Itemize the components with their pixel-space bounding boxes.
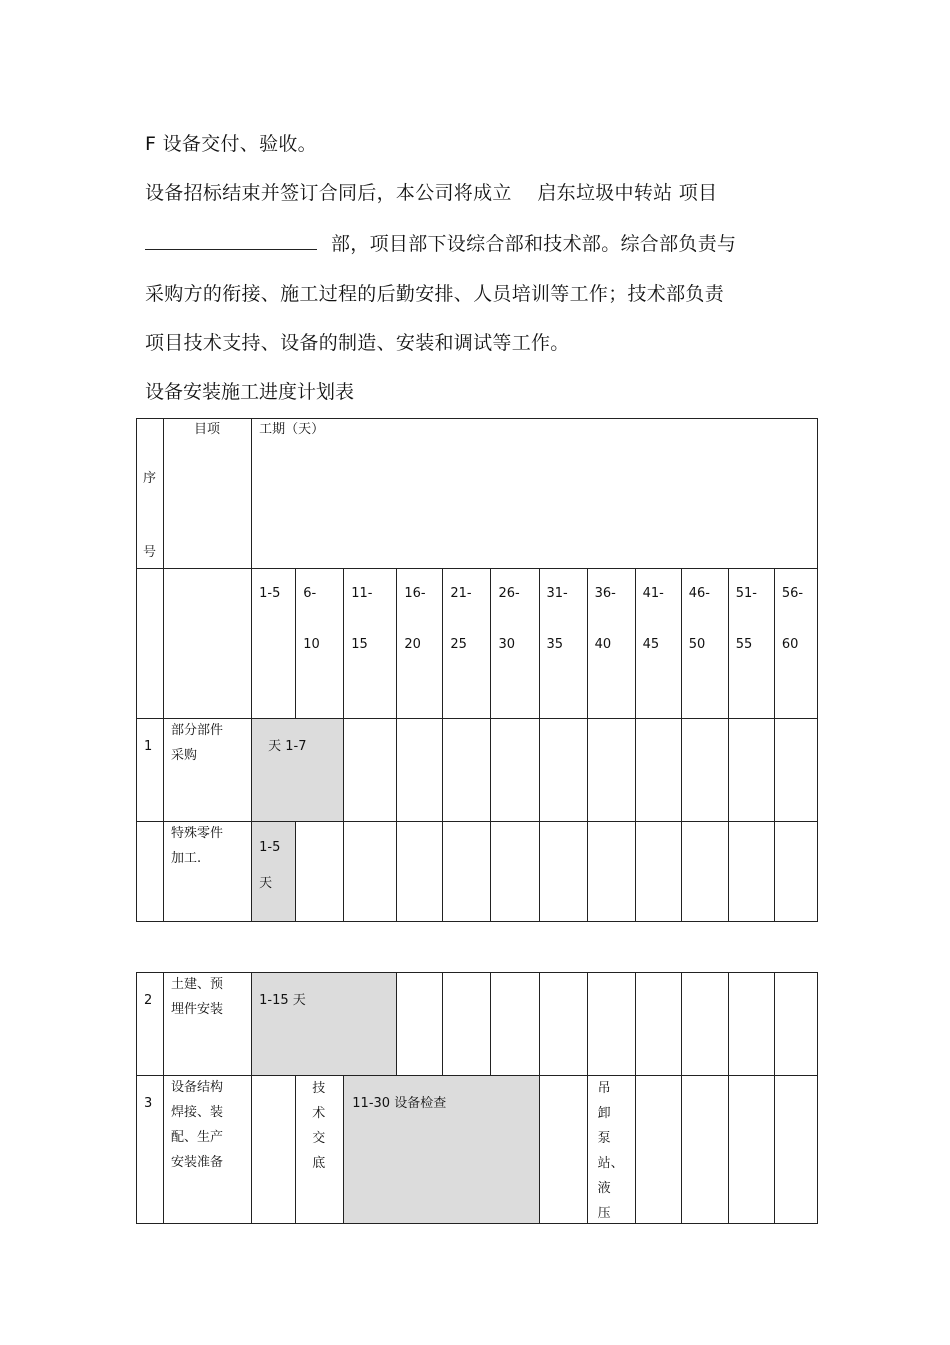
empty-cell	[443, 822, 491, 922]
row3-tech-cell	[296, 1076, 344, 1224]
period-label-bottom: 55	[735, 637, 753, 652]
period-label-top: 11-	[351, 586, 373, 601]
header-item: 目项	[194, 422, 221, 437]
header-period: 工期（天）	[259, 422, 325, 437]
header-seq-cell	[137, 419, 164, 569]
period-cell	[296, 569, 344, 719]
blank-underline	[145, 235, 317, 250]
row1-bar	[252, 719, 344, 822]
period-label-top: 16-	[404, 586, 426, 601]
period-cell	[344, 569, 397, 719]
empty-cell	[164, 569, 252, 719]
row3-crane-cell	[587, 1076, 635, 1224]
period-label-top: 6-	[303, 586, 317, 601]
period-label-top: 21-	[450, 586, 472, 601]
row3-tech-label: 技术交底	[312, 1081, 326, 1171]
paragraph-line-5: 项目技术支持、设备的制造、安装和调试等工作。	[145, 332, 570, 354]
empty-cell	[728, 973, 774, 1076]
period-label-bottom: 35	[546, 637, 564, 652]
table-row-1	[137, 719, 818, 822]
period-label-bottom: 15	[351, 637, 368, 652]
header-seq-top: 序	[143, 471, 157, 486]
row1-item-cell	[164, 719, 252, 822]
empty-cell	[296, 822, 344, 922]
period-cell	[635, 569, 681, 719]
row1b-bar	[252, 822, 296, 922]
row1b-item-line1: 特殊零件	[171, 826, 224, 841]
period-label-bottom: 45	[642, 637, 660, 652]
period-cell	[774, 569, 817, 719]
row3-item-cell	[164, 1076, 252, 1224]
period-label-bottom: 60	[781, 637, 799, 652]
empty-cell	[397, 973, 443, 1076]
schedule-table-part-2	[136, 972, 818, 1224]
row3-item-line4: 安装准备	[171, 1155, 224, 1170]
header-period-cell	[252, 419, 818, 569]
row2-seq-cell	[137, 973, 164, 1076]
empty-cell	[252, 1076, 296, 1224]
empty-cell	[491, 822, 539, 922]
empty-cell	[443, 973, 491, 1076]
period-label-bottom: 10	[303, 637, 320, 652]
period-label-top: 46-	[688, 586, 710, 601]
period-cell	[491, 569, 539, 719]
empty-cell	[344, 719, 397, 822]
paragraph-line-3	[145, 232, 736, 256]
row1-bar-label: 天 1-7	[268, 739, 307, 754]
empty-cell	[681, 1076, 728, 1224]
empty-cell	[539, 822, 587, 922]
period-label-bottom: 30	[498, 637, 515, 652]
row1b-bar-line1: 1-5	[259, 840, 281, 855]
row2-item-cell	[164, 973, 252, 1076]
row3-bar	[344, 1076, 539, 1224]
period-label-top: 36-	[594, 586, 616, 601]
empty-cell	[539, 1076, 587, 1224]
row3-bar-label: 11-30 设备检查	[352, 1096, 447, 1111]
empty-cell	[774, 973, 817, 1076]
period-label-bottom: 20	[404, 637, 421, 652]
empty-cell	[728, 822, 774, 922]
empty-cell	[587, 719, 635, 822]
header-row-2	[137, 569, 818, 719]
table-caption: 设备安装施工进度计划表	[145, 381, 355, 403]
row1b-item-cell	[164, 822, 252, 922]
row1-item-line2: 采购	[171, 748, 198, 763]
period-label-top: 31-	[546, 586, 568, 601]
empty-cell	[728, 719, 774, 822]
period-cell	[539, 569, 587, 719]
row2-item-line2: 埋件安装	[171, 1002, 224, 1017]
period-cell	[681, 569, 728, 719]
row2-bar-label: 1-15 天	[259, 993, 306, 1008]
empty-cell	[491, 973, 539, 1076]
header-row-1	[137, 419, 818, 569]
table-row-3	[137, 1076, 818, 1224]
period-label-top: 56-	[781, 586, 804, 601]
empty-cell	[397, 719, 443, 822]
empty-cell	[774, 822, 817, 922]
row3-seq-cell	[137, 1076, 164, 1224]
row2-bar	[252, 973, 397, 1076]
row1-item-line1: 部分部件	[171, 723, 224, 738]
row1-seq: 1	[144, 739, 153, 754]
empty-cell	[635, 822, 681, 922]
period-label-bottom: 25	[450, 637, 467, 652]
table-row-2	[137, 973, 818, 1076]
empty-cell	[137, 822, 164, 922]
period-cell	[397, 569, 443, 719]
empty-cell	[774, 1076, 817, 1224]
empty-cell	[635, 973, 681, 1076]
row3-item-line2: 焊接、装	[171, 1105, 224, 1120]
row2-seq: 2	[144, 993, 153, 1008]
row1b-item-line2: 加工.	[171, 851, 202, 866]
empty-cell	[774, 719, 817, 822]
period-cell	[587, 569, 635, 719]
empty-cell	[635, 1076, 681, 1224]
empty-cell	[681, 822, 728, 922]
schedule-table-part-1	[136, 418, 818, 922]
paragraph-line-3-text: 部，项目部下设综合部和技术部。综合部负责与	[331, 233, 737, 255]
row3-seq: 3	[144, 1096, 153, 1111]
row1-seq-cell	[137, 719, 164, 822]
empty-cell	[539, 719, 587, 822]
row3-item-line3: 配、生产	[171, 1130, 224, 1145]
period-label-top: 41-	[642, 586, 664, 601]
paragraph-line-1: F 设备交付、验收。	[145, 133, 317, 155]
row2-item-line1: 土建、预	[171, 977, 224, 992]
header-seq-bottom: 号	[143, 545, 157, 560]
period-label-bottom: 40	[594, 637, 612, 652]
empty-cell	[635, 719, 681, 822]
period-label-top: 26-	[498, 586, 520, 601]
period-cell	[443, 569, 491, 719]
empty-cell	[681, 719, 728, 822]
period-cell	[728, 569, 774, 719]
empty-cell	[539, 973, 587, 1076]
empty-cell	[681, 973, 728, 1076]
paragraph-line-4: 采购方的衔接、施工过程的后勤安排、人员培训等工作；技术部负责	[145, 283, 725, 305]
empty-cell	[344, 822, 397, 922]
empty-cell	[137, 569, 164, 719]
empty-cell	[587, 973, 635, 1076]
period-label-bottom: 50	[688, 637, 706, 652]
header-item-cell	[164, 419, 252, 569]
empty-cell	[443, 719, 491, 822]
table-row-1b	[137, 822, 818, 922]
empty-cell	[491, 719, 539, 822]
row3-item-line1: 设备结构	[171, 1080, 224, 1095]
empty-cell	[728, 1076, 774, 1224]
period-label-top: 51-	[735, 586, 757, 601]
empty-cell	[397, 822, 443, 922]
paragraph-line-2: 设备招标结束并签订合同后，本公司将成立 启东垃圾中转站 项目	[145, 182, 718, 204]
row1b-bar-line2: 天	[259, 876, 273, 891]
empty-cell	[587, 822, 635, 922]
row3-crane-label: 吊卸泵站、液压	[597, 1081, 624, 1221]
period-label-top: 1-5	[259, 586, 281, 601]
period-cell	[252, 569, 296, 719]
